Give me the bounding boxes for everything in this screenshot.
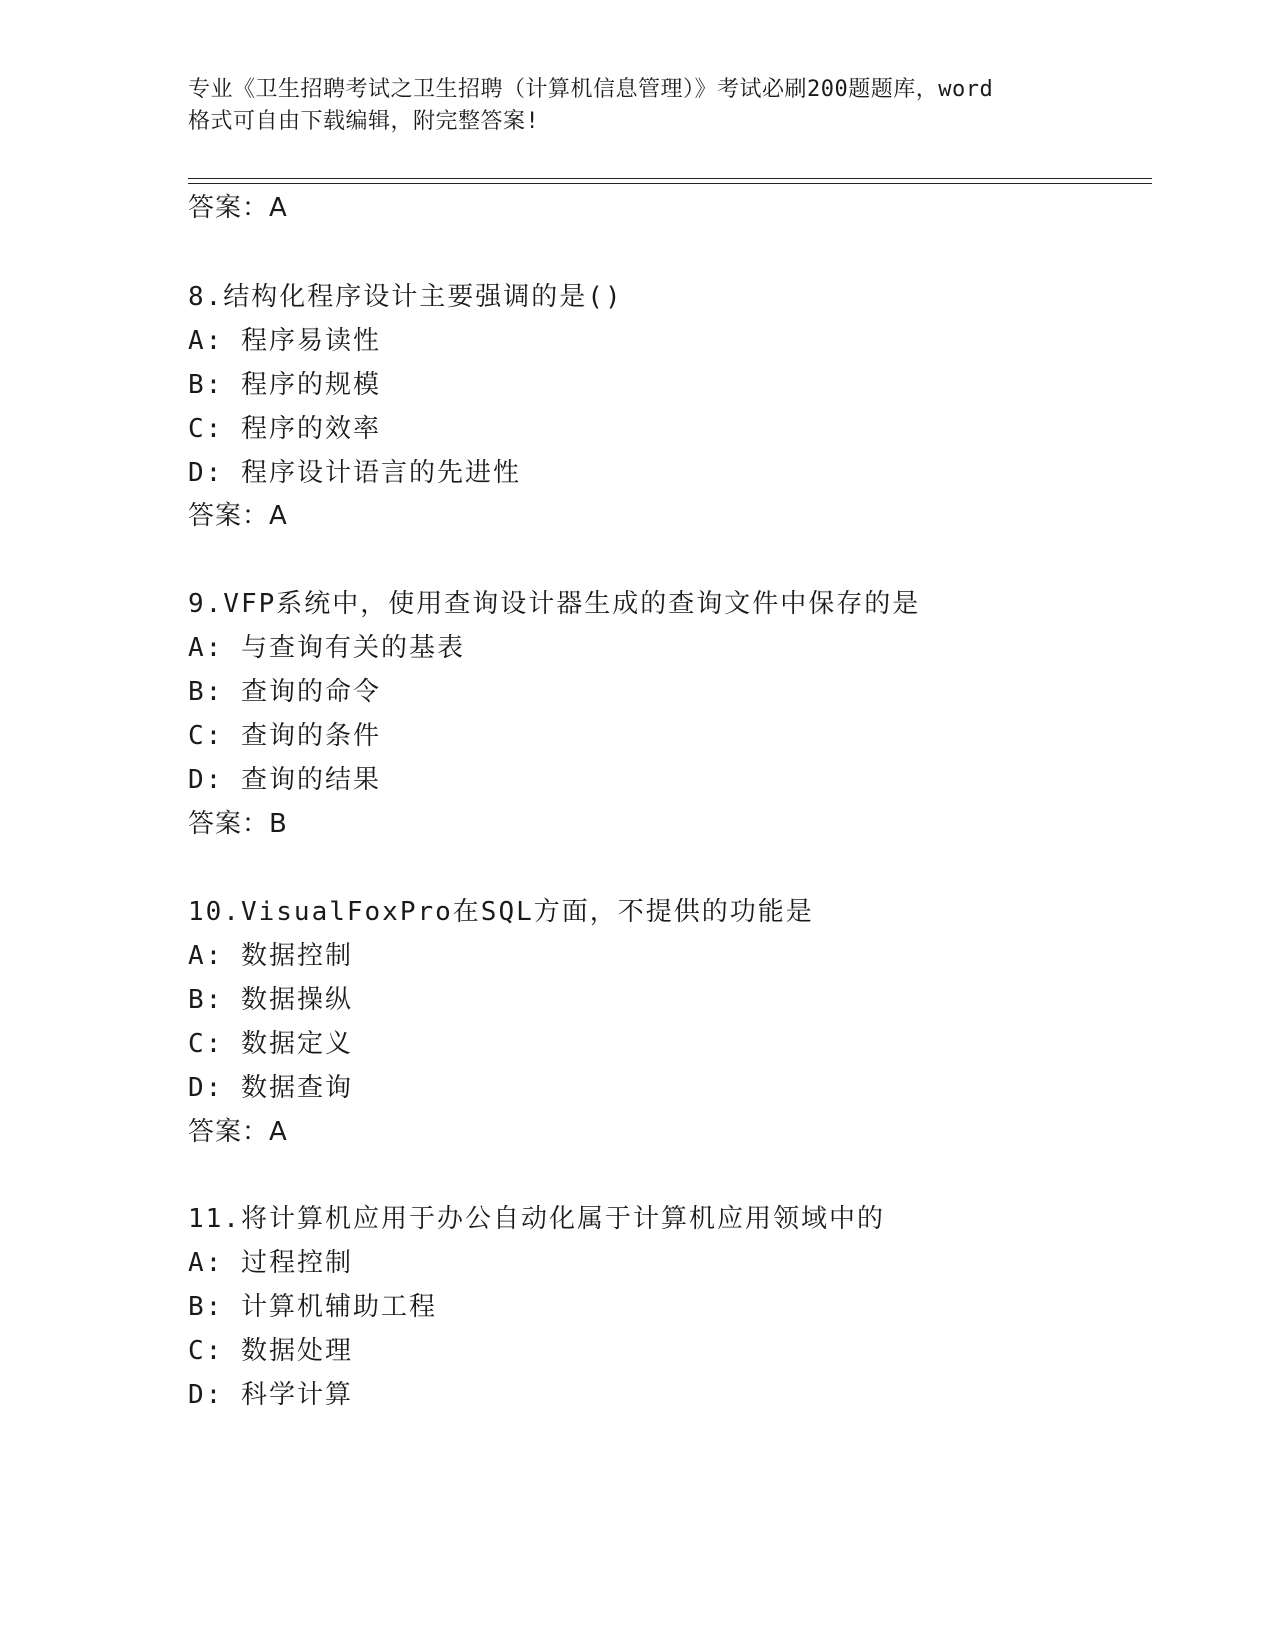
option-d: D: 程序设计语言的先进性 [188,458,521,488]
document-header [188,74,1088,138]
answer-line: 答案：A [188,501,288,531]
question-stem: 10.VisualFoxPro在SQL方面，不提供的功能是 [188,897,814,927]
option-d: D: 查询的结果 [188,765,381,795]
option-b: B: 计算机辅助工程 [188,1292,437,1322]
header-line-1: 专业《卫生招聘考试之卫生招聘（计算机信息管理）》考试必刷200题题库，word [188,77,994,102]
option-a: A: 程序易读性 [188,326,381,356]
option-a: A: 过程控制 [188,1248,353,1278]
option-b: B: 程序的规模 [188,370,381,400]
option-b: B: 数据操纵 [188,985,353,1015]
header-divider-top [188,178,1152,179]
option-b: B: 查询的命令 [188,677,381,707]
question-stem: 11.将计算机应用于办公自动化属于计算机应用领域中的 [188,1204,885,1234]
option-a: A: 与查询有关的基表 [188,633,465,663]
option-d: D: 科学计算 [188,1380,353,1410]
answer-line: 答案：A [188,1117,288,1147]
option-d: D: 数据查询 [188,1073,353,1103]
answer-line: 答案：B [188,809,288,839]
question-stem: 8.结构化程序设计主要强调的是() [188,282,623,312]
option-c: C: 数据处理 [188,1336,353,1366]
option-c: C: 程序的效率 [188,414,381,444]
option-c: C: 查询的条件 [188,721,381,751]
option-c: C: 数据定义 [188,1029,353,1059]
answer-line: 答案：A [188,193,288,223]
header-divider-bottom [188,183,1152,184]
question-stem: 9.VFP系统中，使用查询设计器生成的查询文件中保存的是 [188,589,921,619]
option-a: A: 数据控制 [188,941,353,971]
header-line-2: 格式可自由下载编辑，附完整答案! [188,109,540,134]
